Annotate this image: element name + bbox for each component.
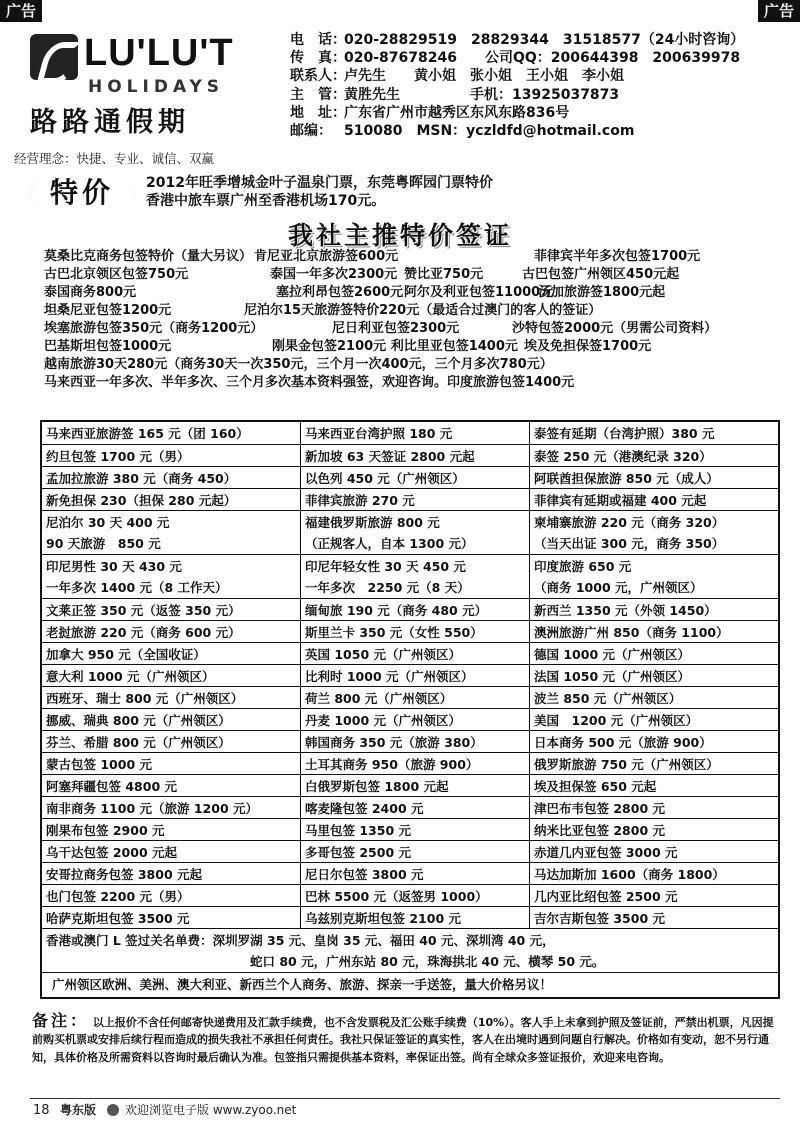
table-cell: 安哥拉商务包签 3800 元起 — [46, 867, 202, 882]
table-cell: 加拿大 950 元（全国收证） — [46, 647, 206, 662]
ad-label-left: 广告 — [0, 0, 42, 22]
visa-price-table — [40, 420, 780, 999]
table-cell: 阿联酋担保旅游 850 元（成人） — [529, 467, 778, 488]
headline: 我社主推特价签证 — [287, 221, 512, 250]
visa-item: 泰国一年多次2300元 — [270, 267, 398, 282]
brand-badge-icon — [107, 1104, 119, 1116]
table-cell: 法国 1050 元（广州领区） — [529, 665, 778, 686]
table-cell: 赤道几内亚包签 3000 元 — [529, 841, 778, 862]
table-cell: 韩国商务 350 元（旅游 380） — [300, 731, 529, 752]
table-row — [42, 730, 778, 752]
table-row — [42, 862, 778, 884]
visa-item: 尼泊尔15天旅游签特价220元（最适合过澳门的客人的签证） — [244, 303, 602, 318]
table-cell: 荷兰 800 元（广州领区） — [300, 687, 529, 708]
visa-item: 汤加旅游签1800元起 — [538, 285, 666, 300]
hk-fee-line: 香港或澳门 L 签过关名单费：深圳罗湖 35 元、皇岗 35 元、福田 40 元、深圳湾 40 元， — [46, 933, 555, 948]
table-row — [42, 928, 778, 972]
contact-row — [290, 104, 744, 122]
contact-label: 主 管： — [290, 86, 346, 103]
contact-value: 黄胜先生 手机：13925037873 — [344, 86, 620, 103]
table-row — [42, 774, 778, 796]
remarks — [32, 1012, 780, 1066]
table-cell: 波兰 850 元（广州领区） — [529, 687, 778, 708]
table-cell: 几内亚比绍包签 2500 元 — [529, 885, 778, 906]
promo-text — [146, 174, 493, 210]
contact-label: 联系人： — [290, 68, 346, 85]
table-cell: 以色列 450 元（广州领区） — [300, 467, 529, 488]
table-cell: 也门包签 2200 元（男） — [46, 889, 190, 904]
table-row — [42, 422, 778, 444]
table-cell: 土耳其商务 950（旅游 900） — [300, 753, 529, 774]
table-row — [42, 906, 778, 928]
table-cell: 喀麦隆包签 2400 元 — [300, 797, 529, 818]
promo-line: 2012年旺季增城金叶子温泉门票，东莞粤晖园门票特价 — [146, 175, 493, 191]
table-cell: 文莱正签 350 元（返签 350 元） — [46, 603, 241, 618]
remarks-title: 备注： — [32, 1011, 90, 1030]
contact-value: 020-87678246 公司QQ：200644398 200639978 — [344, 50, 741, 67]
table-row — [42, 598, 778, 620]
table-cell: 泰签有延期（台湾护照）380 元 — [529, 422, 778, 444]
business-motto: 经营理念：快捷、专业、诚信、双赢 — [14, 151, 215, 166]
contact-label: 电 话： — [290, 32, 346, 48]
table-cell: 新免担保 230（担保 280 元起） — [46, 493, 237, 508]
table-row — [42, 510, 778, 554]
visa-item: 巴基斯坦包签1000元 — [44, 339, 172, 354]
table-row — [42, 620, 778, 642]
table-cell: 乌兹别克斯坦包签 2100 元 — [300, 907, 529, 928]
table-cell: 尼泊尔 30 天 400 元 90 天旅游 850 元 — [46, 515, 170, 551]
table-cell: 斯里兰卡 350 元（女性 550） — [300, 621, 529, 642]
contact-info — [290, 31, 744, 140]
table-cell: 马来西亚旅游签 165 元（团 160） — [46, 426, 249, 441]
table-cell: 多哥包签 2500 元 — [300, 841, 529, 862]
logo-sub-text: HOLIDAYS — [88, 77, 225, 97]
contact-row — [290, 122, 744, 140]
page-number: 18 — [33, 1103, 50, 1118]
table-cell: 老挝旅游 220 元（商务 600 元） — [46, 625, 241, 640]
table-row — [42, 752, 778, 774]
footer-website[interactable]: 欢迎浏览电子版 www.zyoo.net — [125, 1103, 297, 1117]
table-row — [42, 708, 778, 730]
table-cell: 丹麦 1000 元（广州领区） — [300, 709, 529, 730]
contact-label: 邮编： — [290, 123, 332, 140]
visa-item: 越南旅游30天280元（商务30天一次350元，三个月一次400元，三个月多次780元） — [44, 357, 553, 372]
visa-item: 菲律宾半年多次包签1700元 — [534, 249, 701, 264]
table-cell: 俄罗斯旅游 750 元（广州领区） — [529, 753, 778, 774]
visa-item: 古巴包签广州领区450元起 — [522, 267, 680, 282]
visa-item: 沙特包签2000元（男需公司资料） — [512, 321, 718, 336]
table-row — [42, 818, 778, 840]
guangzhou-note-cell: 广州领区欧洲、美洲、澳大利亚、新西兰个人商务、旅游、探亲一手送签，量大价格另议！ — [52, 977, 553, 992]
table-row — [42, 840, 778, 862]
table-cell: 蒙古包签 1000 元 — [46, 757, 152, 772]
table-cell: 马达加斯加 1600（商务 1800） — [529, 863, 778, 884]
table-row — [42, 488, 778, 510]
visa-item: 阿尔及利亚包签11000元 — [404, 285, 554, 300]
visa-item: 坦桑尼亚包签1200元 — [44, 303, 172, 318]
promo-line: 香港中旅车票广州至香港机场170元。 — [146, 193, 386, 209]
table-cell: 纳米比亚包签 2800 元 — [529, 819, 778, 840]
visa-item: 埃及免担保签1700元 — [524, 339, 652, 354]
page-footer — [0, 1100, 800, 1121]
table-cell: 意大利 1000 元（广州领区） — [46, 669, 215, 684]
table-cell: 福建俄罗斯旅游 800 元 （正规客人，自本 1300 元） — [300, 511, 529, 554]
table-cell: 阿塞拜疆包签 4800 元 — [46, 779, 177, 794]
company-logo — [30, 32, 252, 138]
contact-value: 020-28829519 28829344 31518577（24小时咨询） — [344, 32, 745, 48]
contact-row — [290, 31, 744, 49]
table-cell: 比利时 1000 元（广州领区） — [300, 665, 529, 686]
contact-row — [290, 67, 744, 85]
table-row — [42, 796, 778, 818]
table-cell: 乌干达包签 2000 元起 — [46, 845, 177, 860]
hk-macau-fee-cell — [42, 929, 778, 972]
table-row — [42, 642, 778, 664]
visa-item: 马来西亚一年多次、半年多次、三个月多次基本资料强签，欢迎咨询。印度旅游包签1400元 — [44, 375, 575, 390]
table-cell: 西班牙、瑞士 800 元（广州领区） — [46, 691, 244, 706]
table-cell: 印尼年轻女性 30 天 450 元 一年多次 2250 元（8 天） — [300, 555, 529, 598]
contact-value: 卢先生 黄小姐 张小姐 王小姐 李小姐 — [344, 68, 624, 85]
table-cell: 日本商务 500 元（旅游 900） — [529, 731, 778, 752]
table-cell: 美国 1200 元（广州领区） — [529, 709, 778, 730]
table-cell: 吉尔吉斯包签 3500 元 — [529, 907, 778, 928]
contact-value: 510080 MSN：yczldfd@hotmail.com — [344, 123, 635, 140]
table-cell: 英国 1050 元（广州领区） — [300, 643, 529, 664]
edition-label: 粤东版 — [60, 1103, 97, 1117]
visa-item: 尼日利亚包签2300元 — [332, 321, 460, 336]
contact-row — [290, 86, 744, 104]
special-price-badge: 特价 — [33, 172, 131, 214]
logo-chinese-name: 路路通假期 — [30, 107, 190, 138]
table-cell: 尼日尔包签 3800 元 — [300, 863, 529, 884]
table-cell: 印度旅游 650 元 （商务 1000 元，广州领区） — [529, 555, 778, 598]
visa-item: 古巴北京领区包签750元 — [44, 267, 189, 282]
visa-item: 塞拉利昂包签2600元 — [276, 285, 404, 300]
logo-mark-icon — [30, 34, 78, 80]
table-cell: 刚果布包签 2900 元 — [46, 823, 165, 838]
logo-main-text: LU'LU'T — [84, 32, 234, 74]
table-cell: 泰签 250 元（港澳纪录 320） — [529, 445, 778, 466]
table-cell: 澳洲旅游广州 850（商务 1100） — [529, 621, 778, 642]
table-cell: 柬埔寨旅游 220 元（商务 320） （当天出证 300 元，商务 350） — [529, 511, 778, 554]
footer-divider — [30, 1098, 780, 1099]
table-cell: 新西兰 1350 元（外领 1450） — [529, 599, 778, 620]
table-cell: 德国 1000 元（广州领区） — [529, 643, 778, 664]
table-cell: 巴林 5500 元（返签男 1000） — [300, 885, 529, 906]
table-cell: 缅甸旅 190 元（商务 480 元） — [300, 599, 529, 620]
contact-label: 传 真： — [290, 50, 346, 67]
contact-value: 广东省广州市越秀区东风东路836号 — [344, 104, 570, 121]
table-row — [42, 466, 778, 488]
visa-item: 莫桑比克商务包签特价（量大另议） — [44, 249, 253, 264]
table-row — [42, 664, 778, 686]
table-row — [42, 884, 778, 906]
table-cell: 白俄罗斯包签 1800 元起 — [300, 775, 529, 796]
table-cell: 孟加拉旅游 380 元（商务 450） — [46, 471, 237, 486]
visa-item: 埃塞旅游包签350元（商务1200元） — [44, 321, 264, 336]
table-row — [42, 554, 778, 598]
table-row — [42, 686, 778, 708]
table-row — [42, 972, 778, 995]
visa-item: 刚果金包签2100元 利比里亚包签1400元 — [272, 339, 518, 354]
visa-item: 赞比亚750元 — [404, 267, 484, 282]
table-cell: 马里包签 1350 元 — [300, 819, 529, 840]
hk-fee-line: 蛇口 80 元，广州东站 80 元，珠海拱北 40 元、横琴 50 元。 — [250, 954, 605, 969]
table-cell: 新加坡 63 天签证 2800 元起 — [300, 445, 529, 466]
table-cell: 马来西亚台湾护照 180 元 — [300, 422, 529, 444]
contact-label: 地 址： — [290, 104, 346, 121]
table-cell: 南非商务 1100 元（旅游 1200 元） — [46, 801, 258, 816]
table-cell: 津巴布韦包签 2800 元 — [529, 797, 778, 818]
table-cell: 挪威、瑞典 800 元（广州领区） — [46, 713, 231, 728]
visa-item: 肯尼亚北京旅游签600元 — [254, 249, 399, 264]
table-cell: 菲律宾有延期或福建 400 元起 — [529, 489, 778, 510]
table-cell: 约旦包签 1700 元（男） — [46, 449, 190, 464]
visa-item: 泰国商务800元 — [44, 285, 137, 300]
ad-label-right: 广告 — [758, 0, 800, 22]
remarks-text: 以上报价不含任何邮寄快递费用及汇款手续费，也不含发票税及汇公账手续费（10%）。客人手上未拿到护照及签证前，严禁出机票，凡因提前购买机票或安排后续行程而造成的损失我社不承担任何责任。我社只保证签证的真实性，客人在出境时遇到问题自行解决。价格如有变动，恕不另行通知，具体价格及所需资料以咨询时最后确认为准。包签指只需提供基本资料，率保证出签。尚有全球众多签证报价，欢迎来电咨询。 — [32, 1016, 774, 1064]
table-cell: 芬兰、希腊 800 元（广州领区） — [46, 735, 231, 750]
table-cell: 印尼男性 30 天 430 元 一年多次 1400 元（8 工作天） — [46, 559, 228, 595]
table-cell: 哈萨克斯坦包签 3500 元 — [46, 911, 190, 926]
table-row — [42, 444, 778, 466]
table-cell: 埃及担保签 650 元起 — [529, 775, 778, 796]
contact-row — [290, 49, 744, 67]
table-cell: 菲律宾旅游 270 元 — [300, 489, 529, 510]
